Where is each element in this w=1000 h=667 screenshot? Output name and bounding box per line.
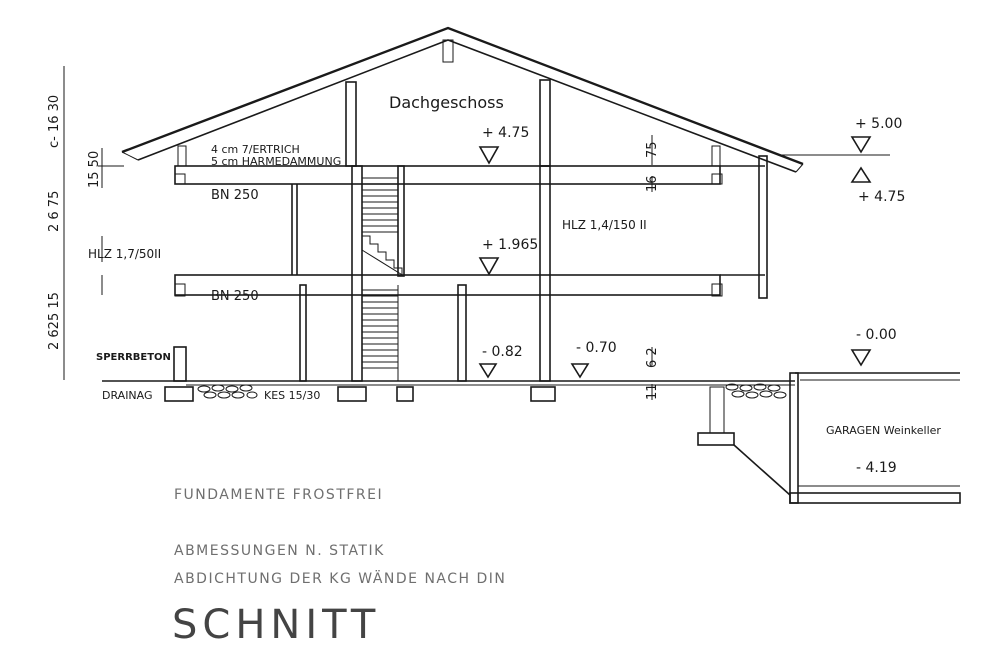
lower-slab — [175, 275, 765, 295]
slab-lower-label: BN 250 — [211, 289, 259, 304]
dimension-inner-d: 11 — [645, 383, 660, 400]
dimension-left-3: 2 6 75 — [47, 190, 62, 232]
garage-level: - 4.19 — [856, 460, 897, 476]
level-middle-floor: + 1.965 — [482, 237, 539, 253]
room-label-attic: Dachgeschoss — [389, 93, 504, 112]
drainage-label: DRAINAG — [102, 389, 153, 402]
drawing-title: SCHNITT — [172, 602, 381, 648]
dimension-inner-a: 75 — [645, 141, 660, 158]
level-basement-b: - 0.70 — [576, 340, 617, 356]
sperrbeton-label: SPERRBETON — [96, 352, 171, 363]
slab-upper-label: BN 250 — [211, 188, 259, 203]
dimension-inner-c: 6 2 — [645, 347, 660, 368]
level-markers — [480, 135, 890, 400]
level-outside-bottom: + 4.75 — [858, 189, 906, 205]
walls — [174, 156, 767, 381]
level-attic-floor: + 4.75 — [482, 125, 530, 141]
note-dimensions: ABMESSUNGEN N. STATIK — [174, 543, 385, 559]
dimension-inner-b: 16 — [645, 175, 660, 192]
base-slab — [102, 373, 960, 385]
garage-label: GARAGEN Weinkeller — [826, 424, 941, 437]
upper-slab — [175, 166, 765, 184]
staircase — [362, 178, 420, 381]
level-ground: - 0.00 — [856, 327, 897, 343]
floor-build-line1: 4 cm 7/ERTRICH — [211, 143, 300, 156]
floor-build-line2: 5 cm HARMEDAMMUNG — [211, 155, 342, 168]
garage-section — [734, 373, 960, 503]
dimension-left-2: 15 50 — [87, 150, 102, 188]
note-foundations: FUNDAMENTE FROSTFREI — [174, 487, 384, 503]
level-basement-a: - 0.82 — [482, 344, 523, 360]
gravel-label: KES 15/30 — [264, 389, 321, 402]
wall-right-label: HLZ 1,4/150 II — [562, 218, 647, 232]
level-outside-top: + 5.00 — [855, 116, 903, 132]
dimension-lines-left — [64, 66, 124, 380]
dimension-left-4: 2 625 15 — [47, 292, 62, 350]
note-waterproofing: ABDICHTUNG DER KG WÄNDE NACH DIN — [174, 571, 507, 587]
dimension-left-1: c‐ 16 30 — [47, 94, 62, 148]
wall-left-label: HLZ 1,7/50II — [88, 247, 162, 261]
